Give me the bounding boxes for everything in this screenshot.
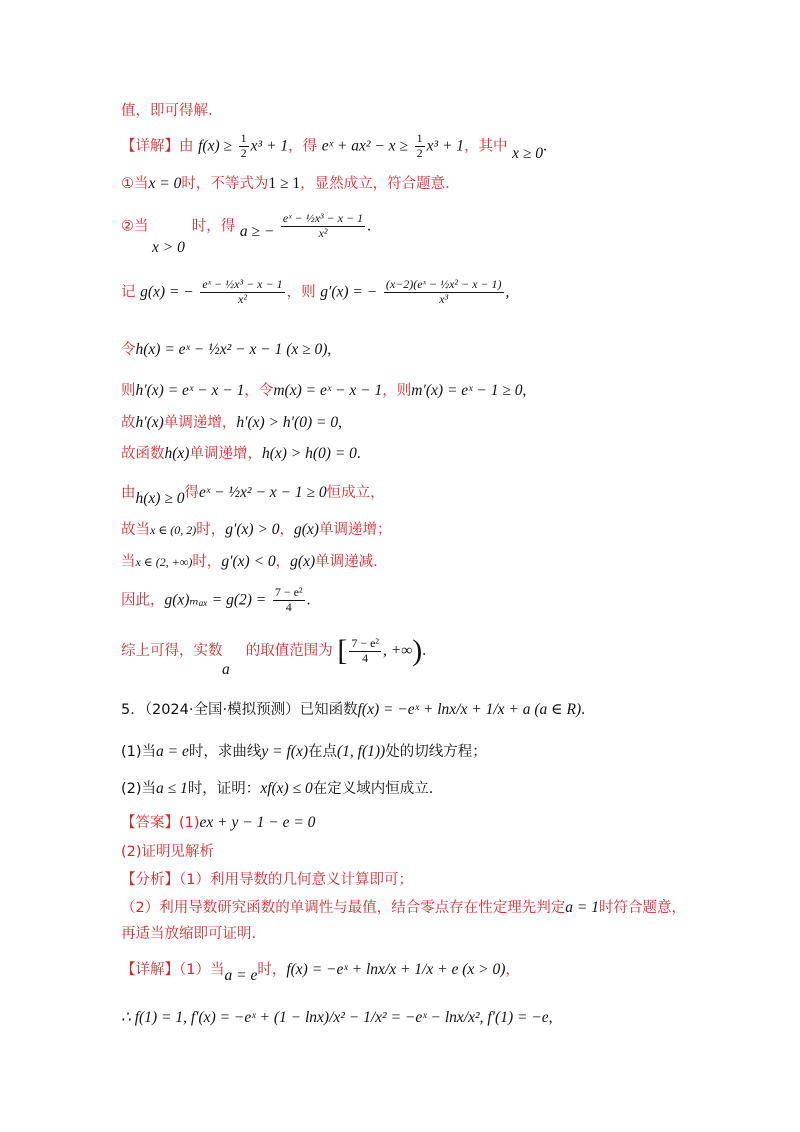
answer-line [121, 815, 315, 831]
denominator: 2 [416, 145, 423, 160]
text-segment: 在定义域内恒成立. [312, 781, 434, 797]
text-segment: ，其中 [464, 138, 508, 155]
text-line [222, 662, 230, 678]
math-expr: a = 1 [565, 899, 599, 916]
text-segment: 在点 [308, 744, 337, 760]
math-expr: a = e [224, 967, 258, 984]
denominator: x² [238, 291, 247, 306]
text-line [121, 176, 450, 192]
text-segment: 单调递增； [318, 522, 392, 538]
text-segment: 时，得 [191, 218, 236, 235]
text-segment: ，显然成立，符合题意. [300, 176, 450, 192]
text-segment: ，得 [288, 138, 318, 155]
denominator: 4 [285, 599, 292, 614]
math-expr: g(x) = − [140, 283, 194, 301]
math-expr: a = e [156, 743, 189, 760]
question-part [121, 781, 433, 797]
numerator: 7 − e² [351, 635, 380, 650]
math-expr: y = f(x) [261, 743, 308, 760]
text-line: 【详解】由 f(x) ≥ $\frac{1}{2}$ x³ + 1，得 eˣ + ax² − x ≥ $\frac{1}{2}$ x³ + 1，其中 x ≥ 0. [121, 131, 547, 163]
text-segment: ， [275, 554, 291, 570]
text-segment: 再适当放缩即可证明. [121, 926, 257, 942]
text-line [121, 522, 391, 538]
math-expr: m′(x) = eˣ − 1 ≥ 0 [411, 382, 523, 399]
math-expr: ∴ f(1) = 1, f′(x) = −eˣ + (1 − lnx)/x² − 1/x² = −eˣ − lnx/x², f′(1) = −e [121, 1009, 549, 1026]
text-segment: ， [279, 522, 295, 538]
answer-line [121, 845, 214, 860]
text-segment: 由 [121, 485, 136, 501]
math-expr: a [222, 661, 230, 678]
detail-tag: 【详解】 [121, 138, 179, 155]
text-segment: 时，证明： [187, 781, 261, 797]
text-line: 令h(x) = eˣ − ½x² − x − 1 (x ≥ 0), [121, 341, 332, 358]
math-expr: g(x)ₘₐₓ = g(2) = [164, 591, 267, 609]
math-expr: f(x) ≥ [198, 137, 233, 155]
text-segment: （2）利用导数研究函数的单调性与最值，结合零点存在性定理先判定 [121, 900, 566, 916]
math-expr: x³ + 1 [250, 137, 289, 155]
text-segment: 故函数 [121, 446, 165, 462]
numerator: (x−2)(eˣ − ½x² − x − 1) [385, 277, 502, 291]
math-expr: f(x) = −eˣ + lnx/x + 1/x + e (x > 0) [286, 961, 506, 978]
text-line [121, 554, 378, 570]
text-segment: 记 [121, 284, 136, 301]
text-line: 综上可得，实数 的取值范围为 [ $\frac{\text{7 − e²}}{4}$ , +∞). [121, 634, 427, 667]
text-segment: 因此， [121, 592, 165, 609]
analysis-line [121, 900, 686, 916]
text-segment: 综上可得，实数 [121, 643, 223, 659]
text-segment: 由 [179, 138, 194, 155]
text-segment: 单调递增， [163, 415, 237, 431]
math-expr: a ≤ 1 [156, 780, 188, 797]
text-line [121, 104, 213, 119]
text-segment: ， [505, 962, 520, 978]
fraction [273, 586, 305, 615]
text-segment: 单调递增， [189, 446, 262, 462]
math-expr: x ∈ (0, 2) [150, 523, 197, 537]
text-line: 记 g(x) = − $\frac{\text{eˣ − ½x³ − x − 1}}{\text{x²}}$ ，则 g′(x) = − $\frac{\text{(x−2)(eˣ − ½x² − x − 1)}}{\text{x³}}$ , [121, 277, 510, 306]
math-expr: m(x) = eˣ − x − 1 [273, 382, 383, 399]
text-segment: 时，求曲线 [188, 744, 262, 760]
numerator: 7 − e² [274, 585, 303, 599]
math-expr: g(x) [290, 553, 316, 570]
math-expr: h(x) = eˣ − ½x² − x − 1 (x ≥ 0) [135, 341, 328, 358]
text-segment: 时，不等式为 [181, 176, 269, 192]
denominator: 2 [240, 145, 247, 160]
math-expr: h′(x) > h′(0) = 0 [236, 414, 339, 431]
math-expr: h(x) > h(0) = 0 [261, 445, 357, 462]
math-expr: eˣ − ½x² − x − 1 ≥ 0 [198, 484, 327, 501]
math-expr: a ≥ − [239, 223, 275, 241]
text-segment: 时， [257, 962, 287, 978]
math-expr: g′(x) < 0 [221, 553, 276, 570]
math-expr: h(x) ≥ 0 [135, 490, 185, 507]
detail-line: ∴ f(1) = 1, f′(x) = −eˣ + (1 − lnx)/x² − 1/x² = −eˣ − lnx/x², f′(1) = −e, [121, 1009, 553, 1026]
text-segment: 令 [121, 342, 136, 358]
text-segment: 当 [121, 554, 136, 570]
text-segment: ，则 [382, 383, 412, 399]
math-expr: h′(x) = eˣ − x − 1 [135, 382, 245, 399]
text-line: 故函数h(x)单调递增，h(x) > h(0) = 0. [121, 445, 361, 462]
text-line: ②当 时，得 a ≥ − $\frac{\text{eˣ − ½x³ − x − 1}}{\text{x²}}$ . [121, 211, 372, 241]
math-expr: eˣ + ax² − x ≥ [321, 137, 408, 155]
text-segment: (1) [179, 815, 200, 831]
denominator: x³ [439, 291, 449, 306]
text-segment: (1)当 [121, 744, 157, 760]
fraction [384, 278, 504, 307]
detail-tag: 【详解】 [121, 962, 179, 978]
numerator: eˣ − ½x³ − x − 1 [282, 211, 364, 225]
math-expr: ex + y − 1 − e = 0 [199, 814, 316, 831]
fraction [349, 637, 381, 666]
math-expr: g′(x) > 0 [225, 521, 280, 538]
fraction [200, 278, 284, 307]
math-expr: 1 ≥ 1 [268, 175, 301, 192]
answer-tag: 【答案】 [121, 815, 179, 831]
text-segment: 值，即可得解. [121, 103, 213, 119]
text-segment: 故当 [121, 522, 150, 538]
text-line: 故h′(x)单调递增，h′(x) > h′(0) = 0, [121, 414, 342, 431]
fraction [415, 132, 425, 161]
text-segment: 5．（2024·全国·模拟预测）已知函数 [121, 702, 358, 718]
text-segment: （1）利用导数的几何意义计算即可； [179, 872, 413, 888]
math-expr: x = 0 [148, 175, 182, 192]
detail-line [121, 961, 520, 984]
math-expr: h′(x) [135, 414, 164, 431]
text-segment: (2)证明见解析 [121, 844, 215, 860]
analysis-tag: 【分析】 [121, 872, 179, 888]
text-segment: 时， [196, 522, 226, 538]
text-line [152, 240, 185, 256]
text-line: 则h′(x) = eˣ − x − 1，令m(x) = eˣ − x − 1，则m′(x) = eˣ − 1 ≥ 0, [121, 382, 527, 399]
math-expr: x ∈ (2, +∞) [135, 555, 193, 569]
fraction [239, 132, 249, 161]
math-expr: f(x) = −eˣ + lnx/x + 1/x + a (a ∈ R) [357, 701, 582, 718]
text-segment: 处的切线方程； [385, 744, 487, 760]
math-expr: h(x) [164, 445, 190, 462]
analysis-line [121, 927, 256, 942]
denominator: 4 [362, 650, 369, 665]
text-segment: 的取值范围为 [245, 643, 333, 659]
text-line: 因此，g(x)ₘₐₓ = g(2) = $\frac{\text{7 − e²}}{4}$ . [121, 585, 311, 614]
text-segment: 恒成立， [326, 485, 385, 501]
text-segment: (2)当 [121, 781, 157, 797]
question-stem: 5．（2024·全国·模拟预测）已知函数f(x) = −eˣ + lnx/x + 1/x + a (a ∈ R). [121, 701, 585, 718]
math-expr: g′(x) = − [320, 283, 378, 301]
math-expr: , +∞ [383, 642, 413, 659]
math-expr: x ≥ 0 [512, 145, 544, 163]
math-expr: (1, f(1)) [337, 743, 386, 760]
text-segment: 得 [184, 485, 199, 501]
text-segment: （1）当 [179, 962, 225, 978]
math-expr: x³ + 1 [426, 137, 465, 155]
text-segment: 时， [192, 554, 222, 570]
text-segment: ②当 [121, 218, 149, 235]
math-expr: g(x) [294, 521, 319, 538]
fraction [281, 212, 365, 241]
analysis-line [121, 873, 413, 888]
text-segment: 时符合题意， [598, 900, 686, 916]
numerator: 1 [240, 131, 247, 145]
numerator: eˣ − ½x³ − x − 1 [202, 277, 283, 291]
text-segment: ①当 [121, 176, 149, 192]
text-segment: 则 [121, 383, 136, 399]
math-expr: x > 0 [152, 239, 185, 256]
numerator: 1 [416, 131, 423, 145]
text-line [121, 484, 385, 507]
text-segment: ，令 [244, 383, 274, 399]
question-part [121, 744, 487, 760]
math-expr: xf(x) ≤ 0 [260, 780, 313, 797]
text-segment: 单调递减. [315, 554, 378, 570]
text-segment: 故 [121, 415, 136, 431]
denominator: x² [318, 225, 328, 240]
text-segment: ，则 [286, 284, 316, 301]
